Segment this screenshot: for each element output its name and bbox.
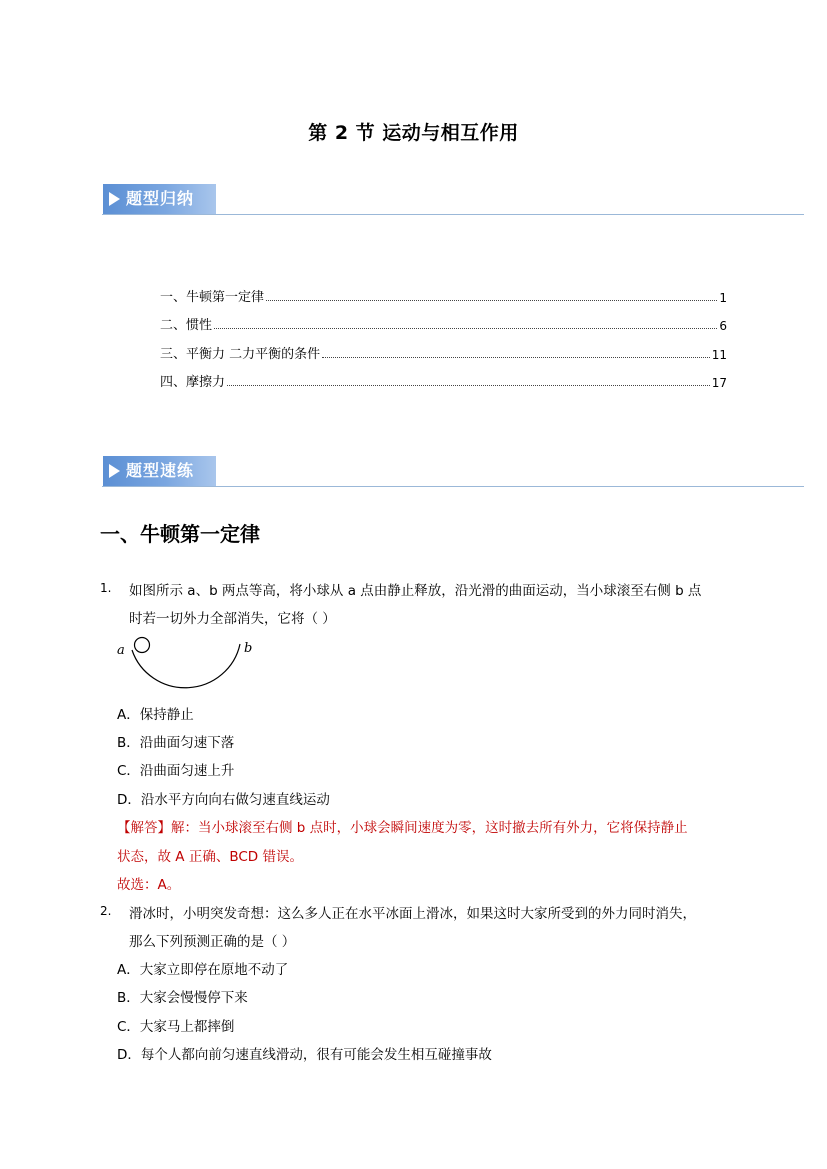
curved-track (132, 644, 240, 688)
option-a[interactable]: A．大家立即停在原地不动了 (117, 962, 289, 978)
toc-entry-page: 1 (719, 291, 727, 305)
question-text: 那么下列预测正确的是（ ） (129, 934, 296, 950)
ball (135, 638, 150, 653)
toc-entry-label: 二、惯性 (160, 318, 213, 333)
toc-leader-dots (322, 357, 710, 358)
section-banner-summary (103, 184, 216, 214)
question-text: 时若一切外力全部消失，它将（ ） (129, 611, 336, 627)
answer-text: 解：当小球滚至右侧 b 点时，小球会瞬间速度为零，这时撤去所有外力，它将保持静止 (171, 820, 688, 836)
toc-entry-label: 三、平衡力 二力平衡的条件 (160, 347, 321, 362)
section-divider (102, 486, 804, 487)
toc-entry-page: 6 (719, 319, 727, 333)
answer-choice: 故选：A。 (117, 877, 181, 893)
option-b[interactable]: B．沿曲面匀速下落 (117, 735, 235, 751)
answer-text: 状态，故 A 正确、BCD 错误。 (117, 849, 303, 865)
toc-entry-label: 一、牛顿第一定律 (160, 290, 265, 305)
answer-explanation (117, 816, 688, 836)
label-a: a (117, 643, 125, 658)
toc-entry[interactable] (160, 370, 727, 390)
curved-track-figure (112, 632, 262, 698)
toc-leader-dots (214, 328, 717, 329)
question-text: 滑冰时，小明突发奇想：这么多人正在水平冰面上滑冰，如果这时大家所受到的外力同时消失， (129, 906, 696, 922)
toc-entry[interactable] (160, 285, 727, 305)
arrow-right-icon (109, 192, 120, 206)
section-banner-practice (103, 456, 216, 486)
option-c[interactable]: C．沿曲面匀速上升 (117, 763, 235, 779)
section-divider (102, 214, 804, 215)
toc-entry[interactable] (160, 313, 727, 333)
option-b[interactable]: B．大家会慢慢停下来 (117, 990, 248, 1006)
option-d[interactable]: D．沿水平方向向右做匀速直线运动 (117, 792, 330, 808)
toc-entry-page: 11 (711, 348, 727, 362)
option-c[interactable]: C．大家马上都摔倒 (117, 1019, 235, 1035)
option-d[interactable]: D．每个人都向前匀速直线滑动，很有可能会发生相互碰撞事故 (117, 1047, 492, 1063)
answer-tag: 【解答】 (117, 820, 171, 836)
section-heading: 一、牛顿第一定律 (100, 522, 260, 546)
question-text: 如图所示 a、b 两点等高，将小球从 a 点由静止释放，沿光滑的曲面运动，当小球滚至右侧 b 点 (129, 583, 702, 599)
toc-entry[interactable] (160, 342, 727, 362)
question-number: 1. (100, 581, 112, 595)
option-a[interactable]: A．保持静止 (117, 707, 194, 723)
toc-entry-page: 17 (711, 376, 727, 390)
toc-leader-dots (227, 385, 710, 386)
question-number: 2. (100, 904, 112, 918)
page-title: 第 2 节 运动与相互作用 (308, 122, 519, 144)
toc-entry-label: 四、摩擦力 (160, 375, 226, 390)
section-banner-label: 题型归纳 (126, 189, 195, 208)
label-b: b (244, 641, 253, 656)
arrow-right-icon (109, 464, 120, 478)
section-banner-label: 题型速练 (126, 461, 195, 480)
toc-leader-dots (266, 300, 717, 301)
